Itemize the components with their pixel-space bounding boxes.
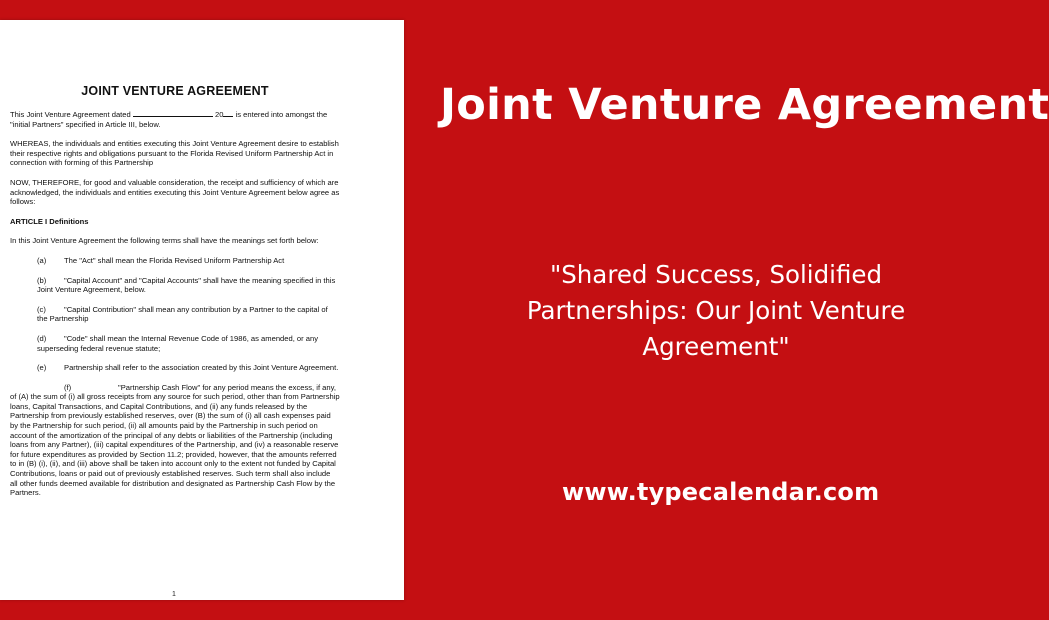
item-text: "Capital Account" and "Capital Accounts" shall have the meaning specified in this Joint Venture Agreement, below.: [37, 275, 336, 295]
definition-item: [10, 363, 340, 373]
whereas-paragraph: WHEREAS, the individuals and entities executing this Joint Venture Agreement desire to establish their respective rights and obligations pursuant to the Florida Revised Uniform Partnership Act in connection with forming of this Partnership: [10, 139, 339, 168]
article-heading: ARTICLE I Definitions: [10, 216, 89, 226]
item-label: (c): [37, 304, 46, 314]
document-preview: [0, 20, 404, 600]
definition-item: [10, 276, 340, 295]
item-label: (d): [37, 333, 47, 343]
definition-item-f: [10, 383, 340, 498]
intro-year: 20: [214, 110, 224, 119]
item-label: (e): [37, 363, 47, 373]
item-label: (a): [37, 255, 47, 265]
banner-quote: "Shared Success, Solidified Partnerships: Our Joint Venture Agreement": [526, 260, 906, 361]
item-f-text: "Partnership Cash Flow" for any period means the excess, if any, of (A) the sum of (i) all gross receipts from any source for such period, other than from Partnership loans, Capital Transactions, and Capital Contributions, and (ii) any funds released by the Partnership from previously established reserves, over (B) the sum of (i) all cash expenses paid by the Partnership for such period, (ii) all amounts paid by the Partnership in such period on account of the amortization of the principal of any debts or liabilities of the Partnership (including loans from any Partner), (iii) capital expenditures of the Partnership, and (iv) a reasonable reserve for future expenditures as provided by Section 11.2; provided, however, that the amounts referred to in (B) (i), (ii), and (iii) above shall be taken into account only to the extent not funded by Capital Contributions, loans or paid out of previously established reserves. Such term shall also include all other funds deemed available for distribution and designated as Partnership Cash Flow by the Partners.: [10, 382, 340, 498]
document-title: JOINT VENTURE AGREEMENT: [81, 84, 269, 98]
banner-title: Joint Venture Agreement: [440, 80, 1049, 130]
item-text: "Capital Contribution" shall mean any contribution by a Partner to the capital of the Partnership: [37, 304, 328, 324]
date-blank: [133, 109, 213, 117]
intro-text-start: This Joint Venture Agreement dated: [10, 110, 131, 119]
website-link[interactable]: www.typecalendar.com: [562, 478, 880, 506]
page-number: 1: [172, 591, 176, 598]
document-body: [10, 84, 340, 508]
definition-item: [10, 305, 340, 324]
now-therefore-paragraph: NOW, THEREFORE, for good and valuable consideration, the receipt and sufficiency of which are acknowledged, the individuals and entities executing this Joint Venture Agreement below agree as follows:: [10, 177, 340, 207]
item-text: The "Act" shall mean the Florida Revised Uniform Partnership Act: [64, 255, 285, 265]
definition-item: [10, 334, 340, 353]
item-label: (b): [37, 275, 47, 285]
intro-text-end: is entered into amongst the "initial Partners" specified in Article III, below.: [10, 110, 328, 129]
definitions-intro: In this Joint Venture Agreement the following terms shall have the meanings set forth below:: [10, 236, 319, 246]
intro-paragraph: [10, 109, 340, 129]
item-f-label: (f): [64, 382, 72, 392]
item-text: "Code" shall mean the Internal Revenue Code of 1986, as amended, or any superseding federal revenue statute;: [37, 333, 319, 353]
item-text: Partnership shall refer to the association created by this Joint Venture Agreement.: [64, 363, 339, 373]
definition-item: [10, 256, 340, 266]
year-blank: [223, 109, 233, 117]
